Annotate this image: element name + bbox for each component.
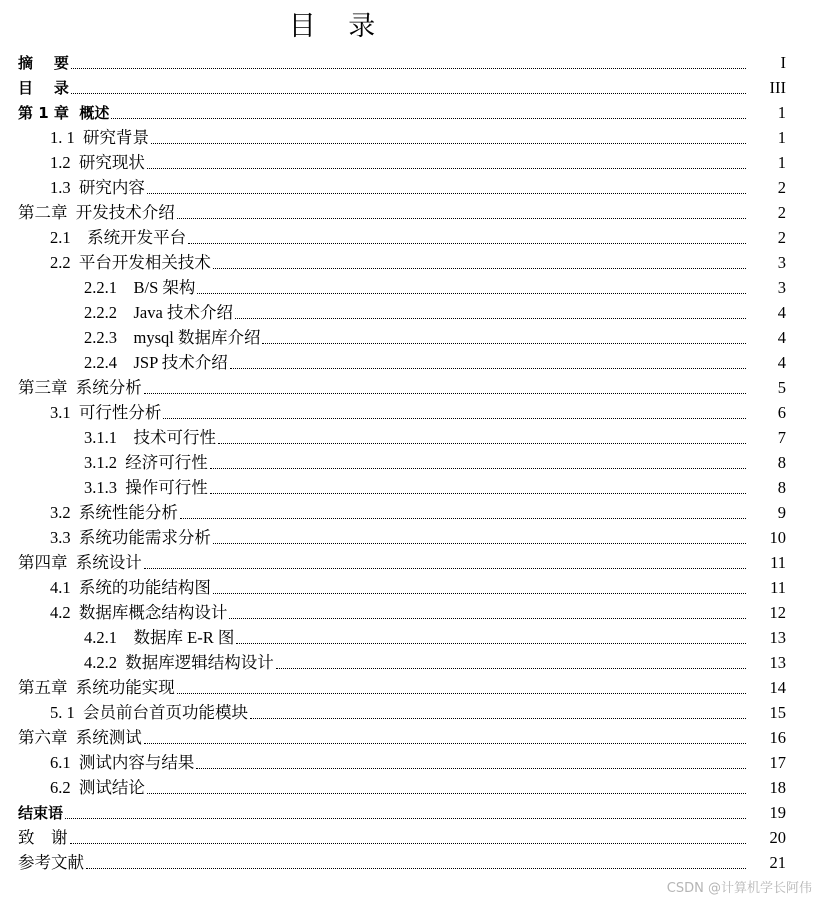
toc-entry-page-number: 5 [777, 378, 786, 397]
toc-entry[interactable] [0, 498, 824, 523]
toc-entry-page-number: 12 [769, 603, 786, 622]
table-of-contents [0, 48, 824, 873]
toc-entry-page-number: 1 [777, 103, 786, 122]
toc-entry-page-number: 4 [777, 328, 786, 347]
dot-leader [147, 178, 746, 198]
dot-leader [218, 428, 746, 448]
toc-entry[interactable] [0, 548, 824, 573]
toc-entry-page-number: 21 [769, 853, 786, 872]
toc-entry-page-number: 9 [777, 503, 786, 522]
dot-leader [70, 828, 747, 848]
dot-leader [180, 503, 746, 523]
toc-entry-label: 4.2.1 数据库 E-R 图 [84, 628, 235, 647]
toc-entry-page-number: 1 [777, 153, 786, 172]
toc-entry[interactable] [0, 223, 824, 248]
dot-leader [230, 353, 746, 373]
toc-entry-label: 2.2.4 JSP 技术介绍 [84, 353, 228, 372]
toc-entry[interactable] [0, 823, 824, 848]
toc-entry-label: 3.2 系统性能分析 [50, 503, 178, 522]
dot-leader [213, 528, 746, 548]
toc-entry-page-number: 3 [777, 278, 786, 297]
dot-leader [86, 853, 746, 873]
dot-leader [147, 153, 746, 173]
dot-leader [177, 678, 746, 698]
dot-leader [144, 553, 746, 573]
toc-entry-page-number: I [780, 53, 786, 72]
toc-entry[interactable] [0, 598, 824, 623]
toc-entry-label: 3.1 可行性分析 [50, 403, 162, 422]
toc-entry-page-number: 13 [769, 628, 786, 647]
toc-entry-label: 4.2 数据库概念结构设计 [50, 603, 228, 622]
toc-entry-label: 1. 1 研究背景 [50, 128, 149, 147]
dot-leader [210, 453, 746, 473]
toc-entry-label: 参考文献 [18, 853, 84, 872]
toc-entry-label: 3.1.1 技术可行性 [84, 428, 216, 447]
toc-entry-label: 第四章 系统设计 [18, 553, 142, 572]
toc-entry-page-number: 15 [769, 703, 786, 722]
toc-entry[interactable] [0, 123, 824, 148]
dot-leader [71, 53, 746, 73]
dot-leader [163, 403, 746, 423]
toc-entry[interactable] [0, 623, 824, 648]
dot-leader [177, 203, 746, 223]
dot-leader [213, 253, 746, 273]
toc-entry-label: 致 谢 [18, 828, 68, 847]
toc-entry[interactable] [0, 48, 824, 73]
toc-entry-label: 第三章 系统分析 [18, 378, 142, 397]
toc-entry-page-number: 8 [777, 478, 786, 497]
toc-entry[interactable] [0, 273, 824, 298]
toc-entry-page-number: 11 [770, 553, 786, 572]
toc-entry-page-number: 16 [769, 728, 786, 747]
toc-entry-page-number: 4 [777, 303, 786, 322]
toc-entry-page-number: 17 [769, 753, 786, 772]
toc-entry-label: 2.2.3 mysql 数据库介绍 [84, 328, 261, 347]
toc-entry-label: 4.1 系统的功能结构图 [50, 578, 211, 597]
dot-leader [65, 803, 746, 823]
toc-entry-label: 2.2 平台开发相关技术 [50, 253, 211, 272]
toc-entry[interactable] [0, 448, 824, 473]
dot-leader [250, 703, 746, 723]
toc-entry-page-number: 10 [769, 528, 786, 547]
toc-entry-label: 1.2 研究现状 [50, 153, 145, 172]
watermark: CSDN @计算机学长阿伟 [666, 881, 812, 896]
toc-entry-label: 6.2 测试结论 [50, 778, 145, 797]
toc-entry-page-number: 19 [769, 803, 786, 822]
toc-entry[interactable] [0, 473, 824, 498]
dot-leader [151, 128, 746, 148]
toc-entry[interactable] [0, 723, 824, 748]
toc-entry[interactable] [0, 673, 824, 698]
toc-entry-label: 第五章 系统功能实现 [18, 678, 175, 697]
toc-entry-page-number: 13 [769, 653, 786, 672]
toc-entry-page-number: 8 [777, 453, 786, 472]
toc-entry[interactable] [0, 748, 824, 773]
toc-entry-page-number: 2 [777, 228, 786, 247]
toc-entry-page-number: 6 [777, 403, 786, 422]
toc-entry-page-number: III [769, 78, 786, 97]
page-title: 目 录 [288, 11, 388, 42]
toc-entry-label: 第六章 系统测试 [18, 728, 142, 747]
toc-entry[interactable] [0, 173, 824, 198]
toc-entry-page-number: 3 [777, 253, 786, 272]
toc-entry-page-number: 4 [777, 353, 786, 372]
toc-entry[interactable] [0, 523, 824, 548]
toc-entry-label: 5. 1 会员前台首页功能模块 [50, 703, 248, 722]
dot-leader [236, 628, 746, 648]
toc-entry-label: 2.1 系统开发平台 [50, 228, 187, 247]
toc-entry-page-number: 14 [769, 678, 786, 697]
toc-entry[interactable] [0, 648, 824, 673]
dot-leader [188, 228, 746, 248]
toc-entry[interactable] [0, 198, 824, 223]
dot-leader [213, 578, 746, 598]
toc-entry[interactable] [0, 148, 824, 173]
dot-leader [144, 728, 746, 748]
toc-entry-label: 结束语 [18, 804, 64, 822]
toc-entry[interactable] [0, 373, 824, 398]
toc-entry[interactable] [0, 848, 824, 873]
toc-entry-page-number: 2 [777, 178, 786, 197]
toc-entry-label: 摘 要 [18, 54, 69, 72]
toc-entry[interactable] [0, 73, 824, 98]
dot-leader [147, 778, 746, 798]
dot-leader [71, 78, 746, 98]
dot-leader [276, 653, 746, 673]
dot-leader [197, 278, 746, 298]
dot-leader [262, 328, 746, 348]
toc-entry[interactable] [0, 98, 824, 123]
toc-entry[interactable] [0, 298, 824, 323]
toc-entry-label: 第二章 开发技术介绍 [18, 203, 175, 222]
toc-entry[interactable] [0, 323, 824, 348]
toc-entry-page-number: 7 [777, 428, 786, 447]
toc-entry-label: 3.1.2 经济可行性 [84, 453, 208, 472]
toc-entry-label: 2.2.2 Java 技术介绍 [84, 303, 233, 322]
toc-entry[interactable] [0, 698, 824, 723]
toc-entry[interactable] [0, 248, 824, 273]
toc-entry-label: 3.1.3 操作可行性 [84, 478, 208, 497]
toc-entry[interactable] [0, 773, 824, 798]
toc-entry-page-number: 11 [770, 578, 786, 597]
toc-entry-label: 2.2.1 B/S 架构 [84, 278, 196, 297]
dot-leader [210, 478, 746, 498]
toc-entry-page-number: 2 [777, 203, 786, 222]
toc-entry-label: 6.1 测试内容与结果 [50, 753, 195, 772]
dot-leader [144, 378, 746, 398]
dot-leader [111, 103, 746, 123]
toc-entry[interactable] [0, 348, 824, 373]
toc-entry-label: 1.3 研究内容 [50, 178, 145, 197]
toc-entry-page-number: 1 [777, 128, 786, 147]
toc-entry[interactable] [0, 423, 824, 448]
toc-entry[interactable] [0, 573, 824, 598]
toc-entry-label: 第 1 章 概述 [18, 104, 110, 122]
toc-entry-label: 目 录 [18, 79, 69, 97]
dot-leader [235, 303, 746, 323]
toc-entry-page-number: 18 [769, 778, 786, 797]
toc-entry-label: 4.2.2 数据库逻辑结构设计 [84, 653, 274, 672]
toc-entry[interactable] [0, 398, 824, 423]
toc-entry-page-number: 20 [769, 828, 786, 847]
toc-entry[interactable] [0, 798, 824, 823]
dot-leader [196, 753, 746, 773]
dot-leader [229, 603, 746, 623]
toc-entry-label: 3.3 系统功能需求分析 [50, 528, 211, 547]
